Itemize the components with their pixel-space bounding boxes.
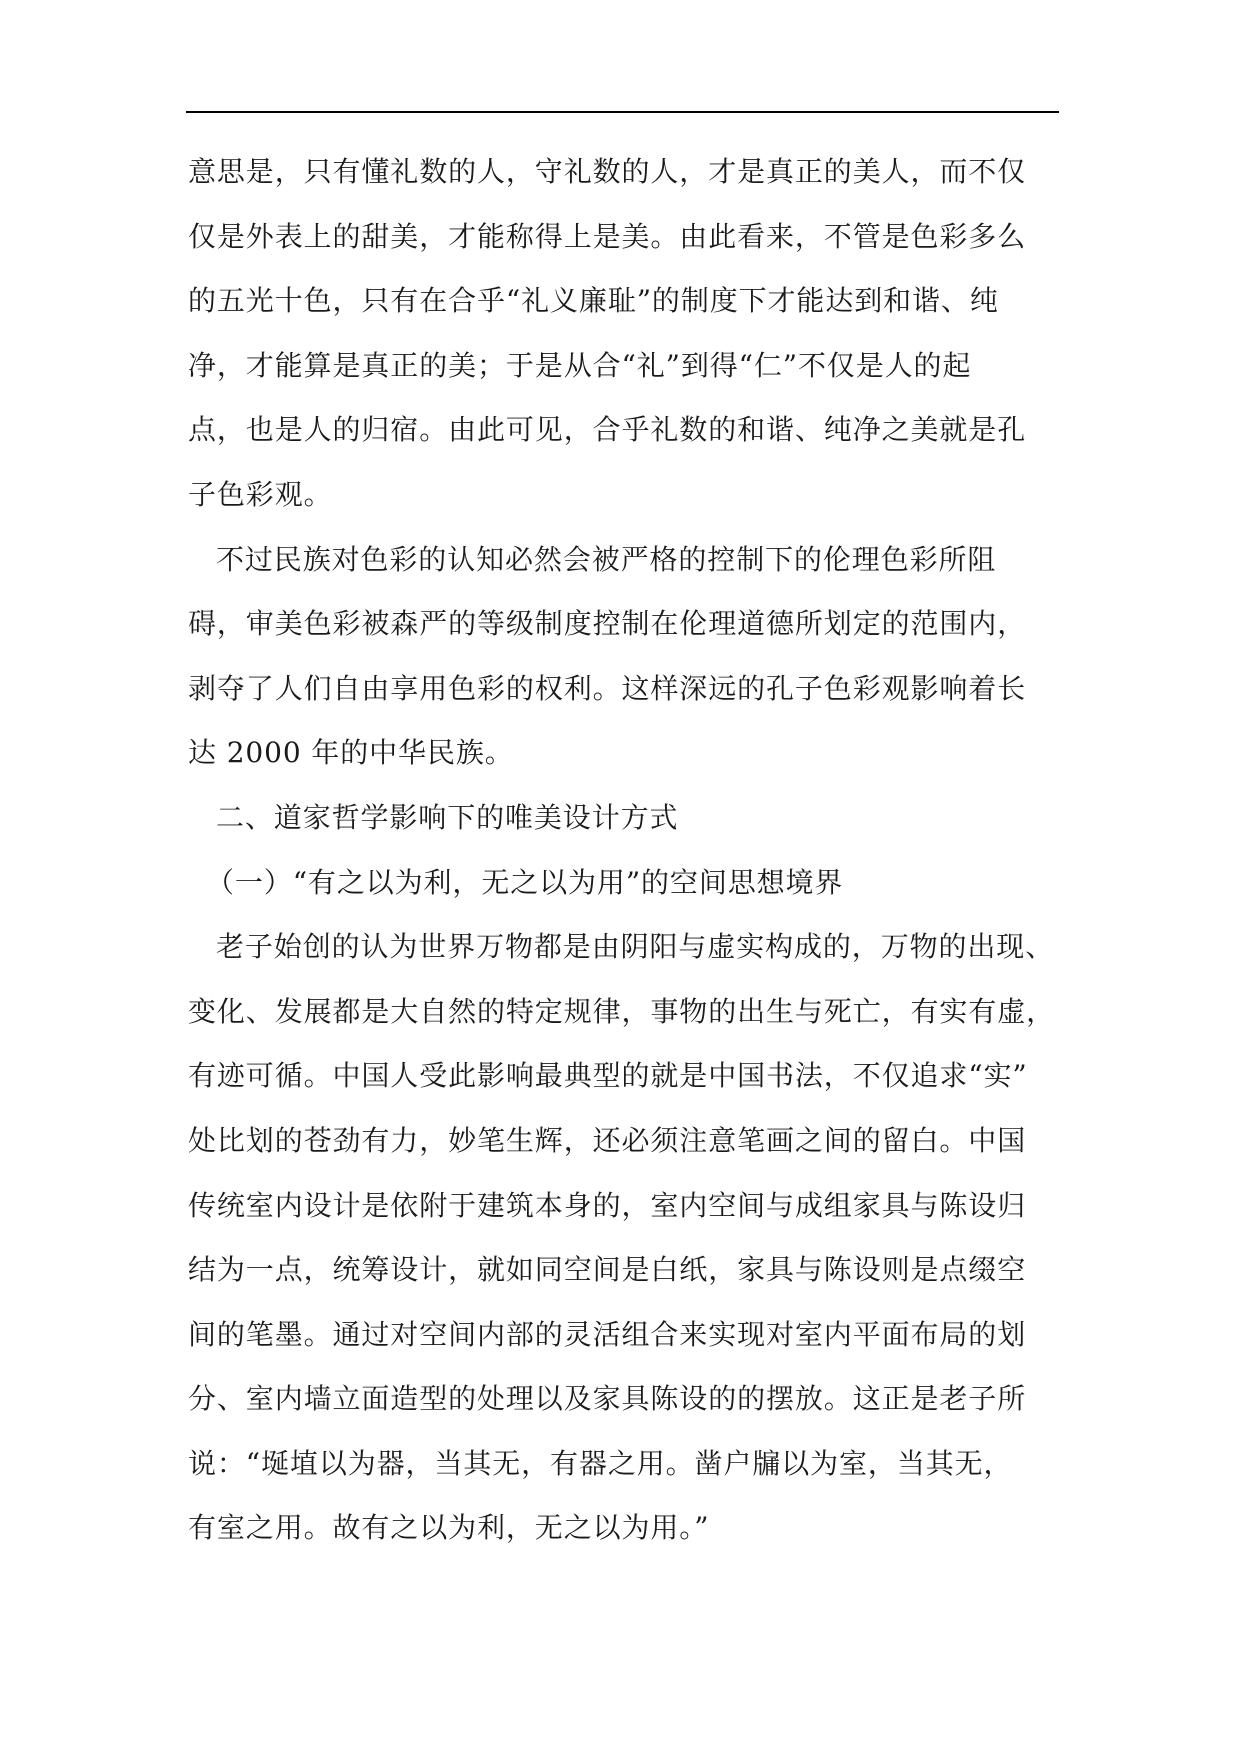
text-line: 意思是，只有懂礼数的人，守礼数的人，才是真正的美人，而不仅 bbox=[188, 155, 1027, 188]
text-line: 有迹可循。中国人受此影响最典型的就是中国书法，不仅追求“实” bbox=[188, 1059, 1028, 1093]
text-line: 剥夺了人们自由享用色彩的权利。这样深远的孔子色彩观影响着长 bbox=[188, 671, 1027, 705]
text-line: 变化、发展都是大自然的特定规律，事物的出生与死亡，有实有虚， bbox=[188, 994, 1056, 1028]
text-line: 有室之用。故有之以为利，无之以为用。” bbox=[188, 1511, 710, 1545]
text-line: 结为一点，统筹设计，就如同空间是白纸，家具与陈设则是点缀空 bbox=[188, 1253, 1027, 1287]
text-line: 不过民族对色彩的认知必然会被严格的控制下的伦理色彩所阻 bbox=[216, 542, 997, 576]
text-line: 间的笔墨。通过对空间内部的灵活组合来实现对室内平面布局的划 bbox=[188, 1317, 1027, 1351]
header-rule bbox=[186, 111, 1059, 113]
text-line: 子色彩观。 bbox=[188, 477, 333, 511]
text-line: 处比划的苍劲有力，妙笔生辉，还必须注意笔画之间的留白。中国 bbox=[188, 1123, 1027, 1157]
text-line: 净，才能算是真正的美；于是从合“礼”到得“仁”不仅是人的起 bbox=[188, 348, 972, 382]
text-line: 说：“埏埴以为器，当其无，有器之用。凿户牖以为室，当其无， bbox=[188, 1446, 1013, 1480]
text-line: 老子始创的认为世界万物都是由阴阳与虚实构成的，万物的出现、 bbox=[216, 930, 1055, 964]
text-line: 分、室内墙立面造型的处理以及家具陈设的的摆放。这正是老子所 bbox=[188, 1382, 1027, 1416]
section-heading: 二、道家哲学影响下的唯美设计方式 bbox=[216, 800, 679, 834]
text-line: 点，也是人的归宿。由此可见，合乎礼数的和谐、纯净之美就是孔 bbox=[188, 413, 1027, 447]
text-line: 达 2000 年的中华民族。 bbox=[188, 736, 514, 770]
text-line: 传统室内设计是依附于建筑本身的，室内空间与成组家具与陈设归 bbox=[188, 1188, 1027, 1222]
document-body bbox=[188, 155, 1056, 1577]
text-line: 碍，审美色彩被森严的等级制度控制在伦理道德所划定的范围内， bbox=[188, 607, 1027, 641]
subsection-heading: （一）“有之以为利，无之以为用”的空间思想境界 bbox=[206, 865, 844, 899]
text-line: 的五光十色，只有在合乎“礼义廉耻”的制度下才能达到和谐、纯 bbox=[188, 284, 999, 318]
text-line: 仅是外表上的甜美，才能称得上是美。由此看来，不管是色彩多么 bbox=[188, 219, 1027, 253]
